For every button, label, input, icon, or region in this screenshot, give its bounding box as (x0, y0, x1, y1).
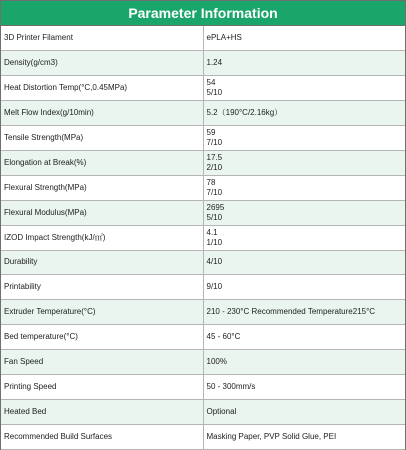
parameter-value (203, 225, 405, 250)
value-main: Optional (206, 406, 237, 416)
value-rating: 5/10 (206, 212, 223, 222)
parameter-value (203, 175, 405, 200)
value-rating: 7/10 (206, 187, 223, 197)
value-main: 9/10 (206, 282, 223, 292)
parameter-table-body (1, 26, 405, 449)
parameter-name: Recommended Build Surfaces (1, 424, 203, 449)
value-main: 50 - 300mm/s (206, 381, 256, 391)
table-row (1, 126, 405, 151)
parameter-value (203, 150, 405, 175)
parameter-name: Printability (1, 275, 203, 300)
table-row (1, 399, 405, 424)
table-row (1, 26, 405, 51)
value-main: 4.1 (206, 227, 218, 237)
parameter-value (203, 101, 405, 126)
parameter-value (203, 325, 405, 350)
parameter-name: Tensile Strength(MPa) (1, 126, 203, 151)
parameter-value (203, 399, 405, 424)
parameter-name: Extruder Temperature(°C) (1, 300, 203, 325)
value-main: 100% (206, 357, 227, 367)
parameter-value (203, 51, 405, 76)
value-main: Masking Paper, PVP Solid Glue, PEI (206, 431, 337, 441)
value-rating: 2/10 (206, 162, 223, 172)
parameter-name: Printing Speed (1, 374, 203, 399)
value-main: 54 (206, 78, 216, 88)
parameter-value (203, 374, 405, 399)
parameter-value (203, 76, 405, 101)
parameter-value (203, 300, 405, 325)
parameter-value (203, 275, 405, 300)
parameter-name: Heat Distortion Temp(°C,0.45MPa) (1, 76, 203, 101)
page-title: Parameter Information (1, 1, 405, 26)
parameter-table (1, 26, 405, 450)
table-row (1, 200, 405, 225)
table-row (1, 76, 405, 101)
table-row (1, 275, 405, 300)
parameter-name: Density(g/cm3) (1, 51, 203, 76)
value-rating: 7/10 (206, 138, 223, 147)
parameter-name: Durability (1, 250, 203, 275)
table-row (1, 424, 405, 449)
value-main: 17.5 (206, 152, 223, 162)
table-row (1, 250, 405, 275)
parameter-name: IZOD Impact Strength(kJ/㎡) (1, 225, 203, 250)
value-main: 1.24 (206, 58, 223, 68)
parameter-value (203, 424, 405, 449)
value-rating: 5/10 (206, 88, 223, 98)
parameter-name: Elongation at Break(%) (1, 150, 203, 175)
parameter-name: Flexural Modulus(MPa) (1, 200, 203, 225)
value-rating: 1/10 (206, 237, 223, 247)
parameter-value (203, 26, 405, 51)
parameter-value (203, 250, 405, 275)
table-row (1, 350, 405, 375)
value-main: 59 (206, 128, 216, 137)
value-main: ePLA+HS (206, 33, 242, 43)
parameter-name: Bed temperature(°C) (1, 325, 203, 350)
table-row (1, 101, 405, 126)
table-row (1, 175, 405, 200)
table-row (1, 51, 405, 76)
table-row (1, 300, 405, 325)
value-main: 45 - 60°C (206, 332, 241, 342)
parameter-name: Melt Flow Index(g/10min) (1, 101, 203, 126)
value-main: 5.2（190°C/2.16kg） (206, 108, 283, 118)
value-main: 210 - 230°C Recommended Temperature215°C (206, 307, 376, 317)
parameter-value (203, 350, 405, 375)
value-main: 2695 (206, 202, 225, 212)
table-row (1, 150, 405, 175)
parameter-name: Flexural Strength(MPa) (1, 175, 203, 200)
parameter-name: Heated Bed (1, 399, 203, 424)
table-row (1, 325, 405, 350)
parameter-value (203, 200, 405, 225)
parameter-name: 3D Printer Filament (1, 26, 203, 51)
parameter-name: Fan Speed (1, 350, 203, 375)
value-main: 78 (206, 177, 216, 187)
table-row (1, 225, 405, 250)
value-main: 4/10 (206, 257, 223, 267)
table-row (1, 374, 405, 399)
parameter-value (203, 126, 405, 151)
